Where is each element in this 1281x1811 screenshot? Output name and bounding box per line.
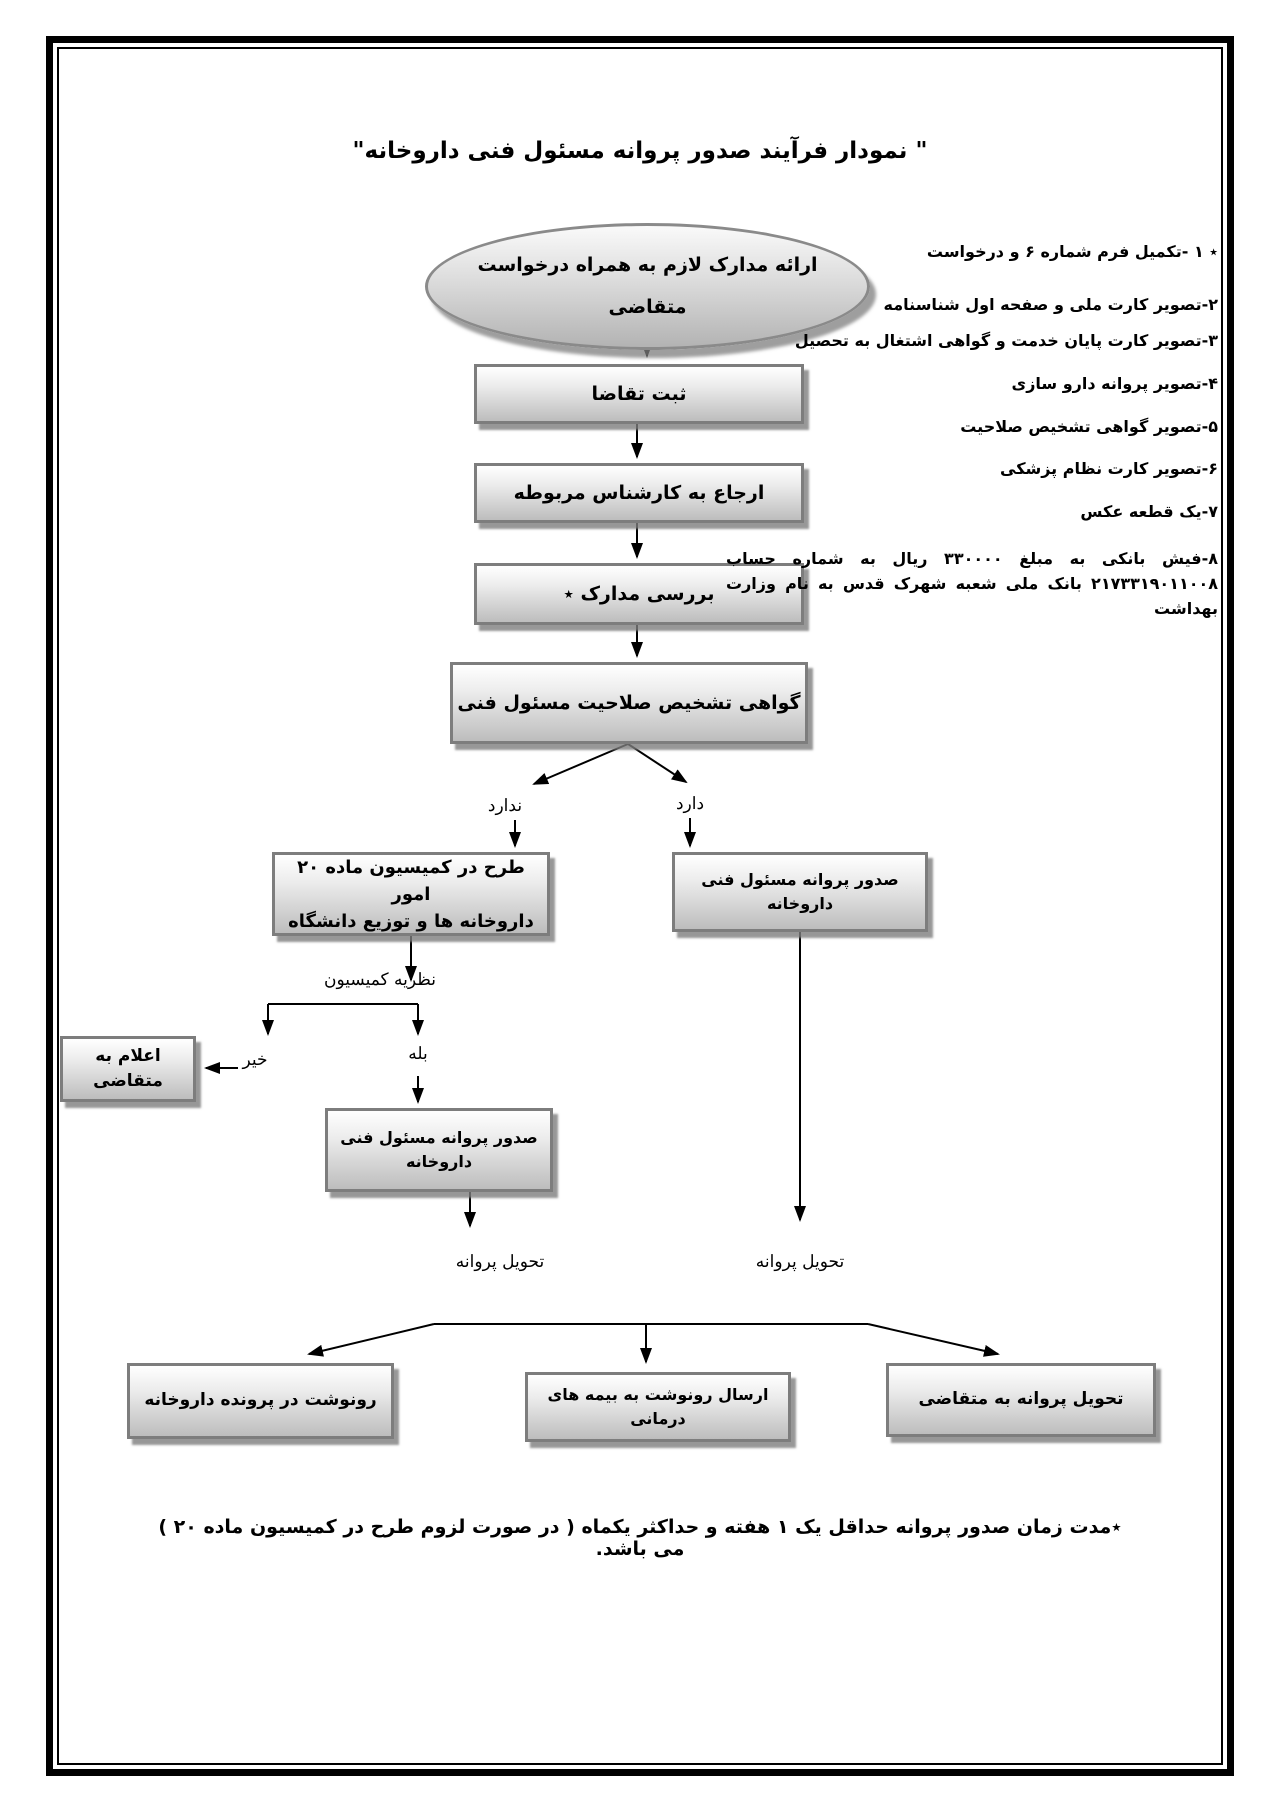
requirement-5: ۵-تصویر گواهی تشخیص صلاحیت [960, 417, 1218, 436]
node-commission [272, 852, 550, 936]
node-issue-license-left: صدور پروانه مسئول فنی داروخانه [325, 1108, 553, 1192]
node-review: بررسی مدارک ٭ [474, 563, 804, 625]
label-branch-no: ندارد [487, 796, 523, 816]
node-register: ثبت تقاضا [474, 364, 804, 424]
requirement-8: ۸-فیش بانکی به مبلغ ۳۳۰۰۰۰ ریال به شماره حساب ۲۱۷۳۳۱۹۰۱۱۰۰۸ بانک ملی شعبه شهرک قدس به نام وزارت بهداشت [726, 549, 1218, 618]
label-commission-opinion: نظریه کمیسیون [324, 970, 436, 990]
requirement-3: ۳-تصویر کارت پایان خدمت و گواهی اشتغال به تحصیل [794, 331, 1218, 350]
node-notify-applicant: اعلام به متقاضی [60, 1036, 196, 1102]
node-certificate: گواهی تشخیص صلاحیت مسئول فنی [450, 662, 808, 744]
node-send-to-insurance: ارسال رونوشت به بیمه های درمانی [525, 1372, 791, 1442]
requirement-6: ۶-تصویر کارت نظام پزشکی [1000, 459, 1218, 478]
label-deliver-right: تحویل پروانه [755, 1252, 845, 1272]
footnote: ٭مدت زمان صدور پروانه حداقل یک ۱ هفته و حداکثر یکماه ( در صورت لزوم طرح در کمیسیون ماده ۲۰ ) می باشد. [158, 1516, 1122, 1560]
requirement-4: ۴-تصویر پروانه دارو سازی [1011, 374, 1218, 393]
label-opinion-yes: بله [408, 1044, 428, 1064]
node-start-line1: ارائه مدارک لازم به همراه درخواست [477, 253, 818, 276]
arrow-to-copy-in-file [309, 1324, 434, 1354]
node-start-line2: متقاضی [608, 295, 687, 318]
label-deliver-left: تحویل پروانه [455, 1252, 545, 1272]
arrow-to-applicant [868, 1324, 998, 1354]
node-deliver-to-applicant: تحویل پروانه به متقاضی [886, 1363, 1156, 1437]
node-commission-line1: طرح در کمیسیون ماده ۲۰ امور [297, 856, 525, 905]
page-title: " نمودار فرآیند صدور پروانه مسئول فنی داروخانه" [352, 138, 928, 164]
label-branch-yes: دارد [675, 794, 705, 814]
node-commission-line2: داروخانه ها و توزیع دانشگاه [288, 910, 534, 932]
node-refer: ارجاع به کارشناس مربوطه [474, 463, 804, 523]
node-copy-in-file: رونوشت در پرونده داروخانه [127, 1363, 394, 1439]
label-opinion-no: خیر [242, 1050, 268, 1070]
node-issue-license-right: صدور پروانه مسئول فنی داروخانه [672, 852, 928, 932]
arrow-branch-no [534, 744, 628, 784]
requirement-2: ۲-تصویر کارت ملی و صفحه اول شناسنامه [883, 295, 1218, 314]
requirement-7: ۷-یک قطعه عکس [1080, 502, 1218, 521]
arrow-branch-yes [628, 744, 686, 782]
requirement-1: ٭ ۱ -تکمیل فرم شماره ۶ و درخواست [926, 242, 1218, 261]
